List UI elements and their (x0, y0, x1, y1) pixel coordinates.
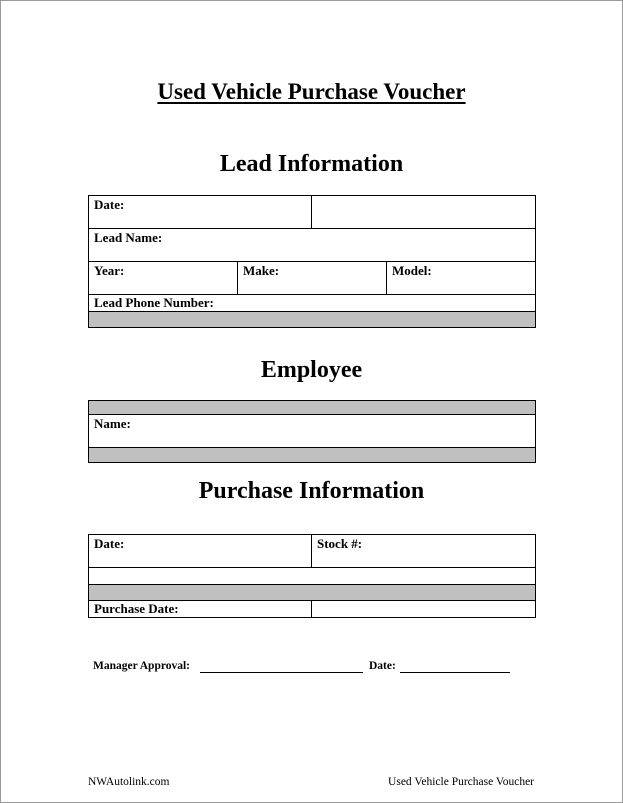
lead-name-field[interactable]: Lead Name: (88, 228, 536, 262)
model-field[interactable]: Model: (386, 261, 536, 295)
purchase-heading: Purchase Information (198, 478, 425, 504)
lead-date-extra-field[interactable] (311, 195, 536, 229)
purchase-date-field[interactable]: Date: (88, 534, 312, 568)
purchase-date-value-field[interactable] (311, 600, 536, 618)
purchase-blank-field[interactable] (88, 567, 536, 585)
make-field[interactable]: Make: (237, 261, 387, 295)
lead-heading: Lead Information (219, 151, 404, 177)
employee-name-field[interactable]: Name: (88, 414, 536, 448)
lead-phone-field[interactable]: Lead Phone Number: (88, 294, 536, 312)
footer-title: Used Vehicle Purchase Voucher (388, 776, 534, 788)
purchase-date-label: Purchase Date: (88, 600, 312, 618)
manager-approval-label: Manager Approval: (93, 660, 191, 672)
employee-top-bar (88, 400, 536, 415)
employee-heading: Employee (260, 357, 363, 383)
manager-approval-line[interactable] (200, 672, 363, 673)
lead-separator-bar (88, 311, 536, 328)
year-field[interactable]: Year: (88, 261, 238, 295)
stock-number-field[interactable]: Stock #: (311, 534, 536, 568)
employee-bottom-bar (88, 447, 536, 463)
document-title: Used Vehicle Purchase Voucher (157, 79, 466, 104)
footer-site: NWAutolink.com (88, 776, 170, 788)
lead-date-field[interactable]: Date: (88, 195, 312, 229)
approval-date-line[interactable] (400, 672, 510, 673)
approval-date-label: Date: (369, 660, 396, 672)
purchase-separator-bar (88, 584, 536, 601)
